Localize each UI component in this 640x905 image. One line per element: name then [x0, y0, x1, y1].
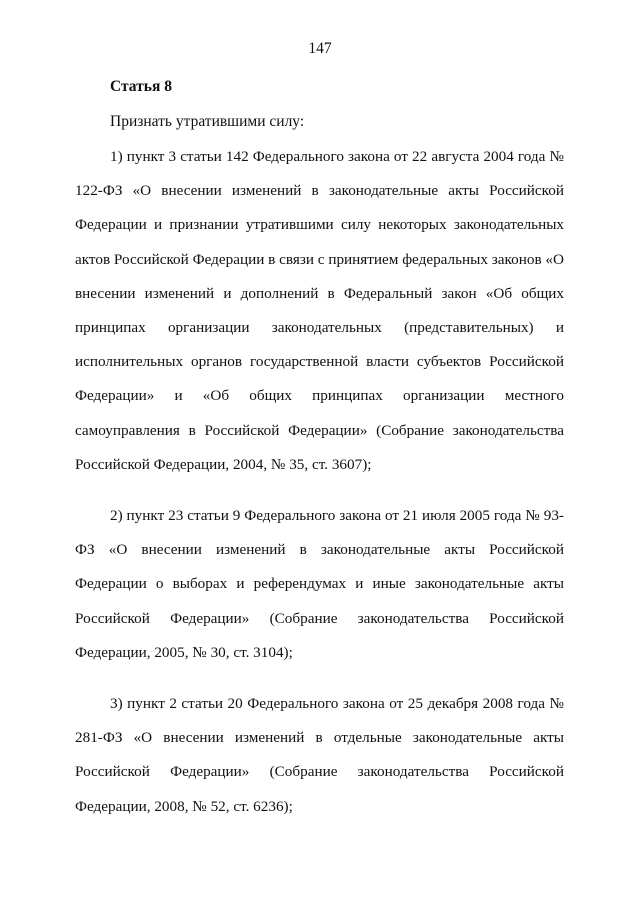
- article-item-3: 3) пункт 2 статьи 20 Федерального закона от 25 декабря 2008 года № 281-ФЗ «О внесении изменений в отдельные законодательные акты Российской Федерации» (Собрание законодательства Российской Федерации, 2008, № 52, ст. 6236);: [75, 695, 564, 815]
- article-item-2: 2) пункт 23 статьи 9 Федерального закона от 21 июля 2005 года № 93-ФЗ «О внесении изменений в законодательные акты Российской Федерации о выборах и референдумах и иные законодательные акты Российской Федерации» (Собрание законодательства Российской Федерации, 2005, № 30, ст. 3104);: [75, 507, 564, 661]
- article-item-1: 1) пункт 3 статьи 142 Федерального закона от 22 августа 2004 года № 122-ФЗ «О внесении изменений в законодательные акты Российской Федерации и признании утратившими силу некоторых законодательных актов Российской Федерации в связи с принятием федеральных законов «О внесении изменений и дополнений в Федеральный закон «Об общих принципах организации законодательных (представительных) и исполнительных органов государственной власти субъектов Российской Федерации» и «Об общих принципах организации местного самоуправления в Российской Федерации» (Собрание законодательства Российской Федерации, 2004, № 35, ст. 3607);: [75, 148, 564, 473]
- page-number: 147: [308, 40, 332, 57]
- article-intro: Признать утратившими силу:: [110, 113, 305, 130]
- article-title: Статья 8: [110, 78, 172, 95]
- article-items: [75, 140, 564, 841]
